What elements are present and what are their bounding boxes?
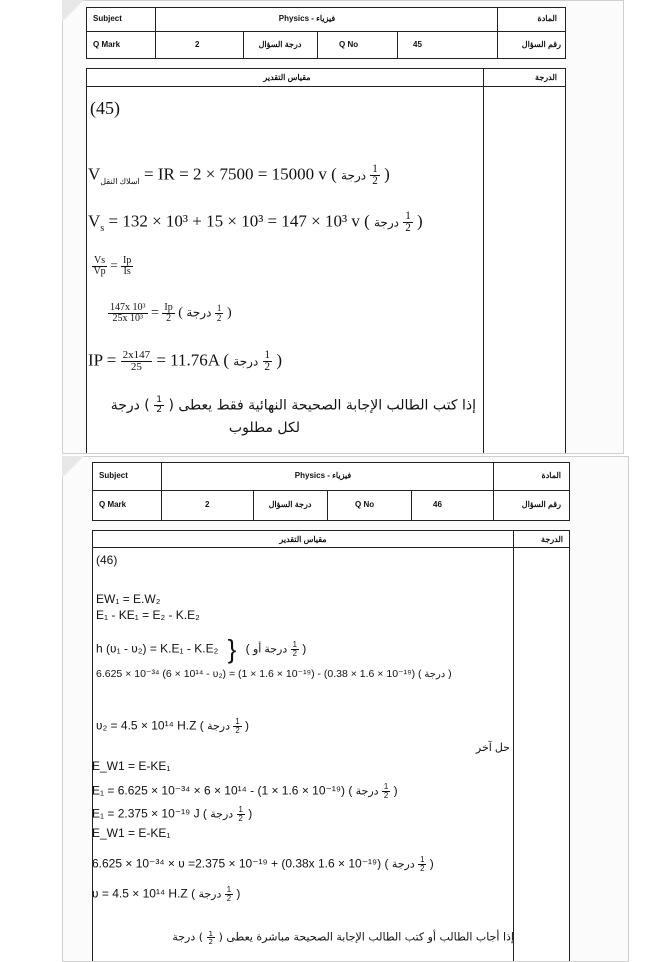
question-number-2: (46) xyxy=(96,553,118,567)
ratio-line-2: $\frac{\text{147x 10³}}{\text{25x 10³}}$ = $\frac{Ip}{2}$ ( درجة $\frac{1}{2}$ ) xyxy=(110,302,232,324)
folded-corner-2 xyxy=(62,456,84,478)
subject-value: فيزياء - Physics xyxy=(294,471,352,480)
ratio-line-1: $\frac{Vs}{Vp}$ = $\frac{Ip}{Is}$ xyxy=(93,255,132,277)
eq2-line-5: ʋ₂ = 4.5 × 10¹⁴ H.Z ( درجة $\frac{1}{2}$ ) xyxy=(96,717,250,735)
eq2-line-2: E₁ - KE₁ = E₂ - K.E₂ xyxy=(96,608,200,622)
eq2-line-6: E_W1 = E-KE₁ xyxy=(92,759,171,773)
equation-line-5: IP = $\frac{2x147}{25}$ = 11.76A ( درجة $\frac{1}{2}$ ) xyxy=(88,349,282,374)
subject-label: Subject xyxy=(93,14,122,23)
qno-label: Q No xyxy=(355,500,375,509)
alternative-solution-label: حل آخر xyxy=(475,742,510,754)
qmark-label-ar: درجة السؤال xyxy=(258,40,302,49)
grade-title: الدرجة xyxy=(535,73,557,82)
qmark-value: 2 xyxy=(195,40,200,49)
qno-label: Q No xyxy=(339,40,359,49)
subject-label-ar: المادة xyxy=(541,471,561,480)
qmark-label: Q Mark xyxy=(99,500,127,509)
eq2-line-9: E_W1 = E-KE₁ xyxy=(92,826,171,840)
eq2-line-11: ʋ = 4.5 × 10¹⁴ H.Z ( درجة $\frac{1}{2}$ ) xyxy=(92,885,241,903)
equation-line-2: $V_s = 132 \times 10^3 + 15 \times 10^3 = 147 \times 10^3$ v ( درجة $\frac{1}{2}$ ) xyxy=(88,210,423,235)
eq2-line-4: 6.625 × 10⁻³⁴ (6 × 10¹⁴ - ʋ₂) = (1 × 1.6 × 10⁻¹⁹) - (0.38 × 1.6 × 10⁻¹⁹) ( درجة ) xyxy=(96,668,452,680)
grading-note-2: لكل مطلوب xyxy=(228,420,300,436)
scale-title: مقياس التقدير xyxy=(279,535,327,544)
eq2-line-7: E₁ = 6.625 × 10⁻³⁴ × 6 × 10¹⁴ - (1 × 1.6 × 10⁻¹⁹) ( درجة $\frac{1}{2}$ ) xyxy=(92,782,398,800)
scale-title: مقياس التقدير xyxy=(263,73,311,82)
header-table-46 xyxy=(92,462,570,521)
equation-line-1: $V_{اسلاك النقل}$ = IR = 2 × 7500 = 15000 v ( درجة $\frac{1}{2}$ ) xyxy=(88,163,390,188)
folded-corner xyxy=(62,0,84,22)
subject-value: فيزياء - Physics xyxy=(278,14,336,23)
qno-value: 46 xyxy=(433,500,442,509)
eq2-line-10: 6.625 × 10⁻³⁴ × ʋ =2.375 × 10⁻¹⁹ + (0.38x 1.6 × 10⁻¹⁹) ( درجة $\frac{1}{2}$ ) xyxy=(92,855,434,873)
qno-label-ar: رقم السؤال xyxy=(521,40,561,49)
qmark-value: 2 xyxy=(205,500,210,509)
header-table-45 xyxy=(86,7,566,59)
qno-value: 45 xyxy=(413,40,422,49)
subject-label: Subject xyxy=(99,471,128,480)
qmark-label-ar: درجة السؤال xyxy=(268,500,312,509)
question-number: (45) xyxy=(90,98,120,118)
eq2-line-1: EW₁ = E.W₂ xyxy=(96,592,161,606)
grade-title: الدرجة xyxy=(541,535,563,544)
qno-label-ar: رقم السؤال xyxy=(521,500,561,509)
grading-note-1: إذا كتب الطالب الإجابة الصحيحة النهائية فقط يعطى ( $\frac{1}{2}$ ) درجة xyxy=(110,395,476,416)
subject-label-ar: المادة xyxy=(537,14,557,23)
qmark-label: Q Mark xyxy=(93,40,121,49)
grading-note-46: إذا أجاب الطالب أو كتب الطالب الإجابة الصحيحة مباشرة يعطى ( $\frac{1}{2}$ ) درجة xyxy=(172,929,514,947)
eq2-line-8: E₁ = 2.375 × 10⁻¹⁹ J ( درجة $\frac{1}{2}$ ) xyxy=(92,805,253,823)
eq2-line-3: h (ʋ₁ - ʋ₂) = K.E₁ - K.E₂ } ( درجة أو $\frac{1}{2}$ ) xyxy=(96,634,307,664)
